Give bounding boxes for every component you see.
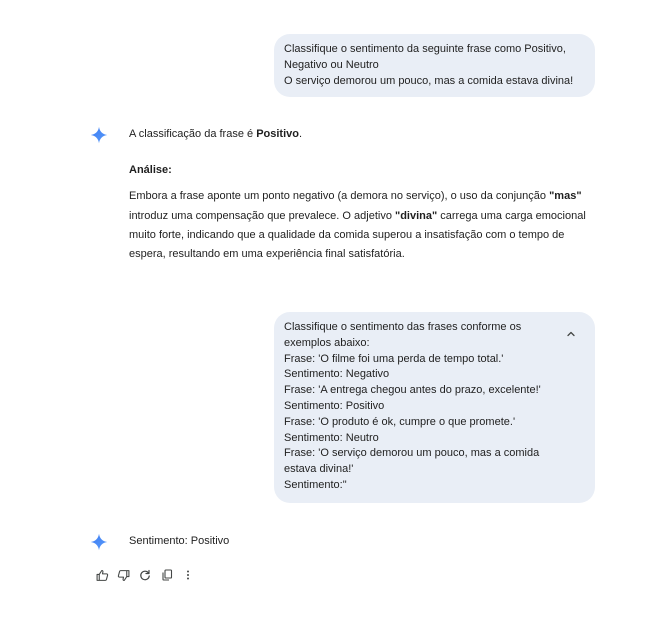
intro-suffix: . [298,128,303,140]
user-message-line: Classifique o sentimento das frases conforme os [284,321,522,333]
thumbs-down-icon [117,569,130,582]
refresh-icon [139,569,151,581]
gemini-spark-icon [90,126,108,144]
analysis-text: carrega uma carga emocional muito forte, indicando que a qualidade da comida superou a insatisfação com o tempo de espera, resultando em uma experiência final satisfatória. [129,209,586,261]
thumbs-up-icon [96,569,109,582]
user-message-line: Frase: 'O produto é ok, cumpre o que promete.' [284,415,516,428]
thumbs-down-button[interactable] [116,567,132,583]
user-message-line: Negativo ou Neutro [284,58,379,71]
user-message-line: Frase: 'O serviço demorou um pouco, mas a comida [284,447,540,460]
user-message-line: Classifique o sentimento da seguinte frase como Positivo, [284,43,566,55]
user-message-line: Sentimento:" [284,478,347,491]
analysis-paragraph [129,187,589,264]
analysis-text: introduz uma compensação que prevalece. O adjetivo [129,209,395,222]
thumbs-up-button[interactable] [94,567,110,583]
regenerate-button[interactable] [137,567,153,583]
analysis-text: Embora a frase aponte um ponto negativo (a demora no serviço), o uso da conjunção [129,190,550,203]
more-options-button[interactable] [180,567,196,583]
model-response [129,532,589,551]
analysis-emphasis: "divina" [395,209,438,222]
user-message-bubble [274,34,595,97]
model-response [129,125,589,264]
classification-result: Positivo [256,128,299,140]
user-message-line: exemplos abaixo: [284,336,370,349]
user-message-bubble [274,312,595,503]
analysis-emphasis: "mas" [549,190,582,203]
user-message-line: estava divina!' [284,463,354,476]
copy-icon [161,569,173,581]
sentiment-result: Sentimento: Positivo [129,535,230,547]
more-vert-icon [182,569,194,581]
user-message-line: Sentimento: Neutro [284,431,379,444]
gemini-spark-icon [90,533,108,551]
collapse-message-button[interactable] [563,326,579,342]
analysis-heading: Análise: [129,164,172,177]
user-message-line: Sentimento: Negativo [284,368,390,381]
intro-text: A classificação da frase é [129,128,257,140]
chevron-up-icon [566,329,576,339]
response-actions-toolbar [94,567,202,583]
user-message-line: Sentimento: Positivo [284,399,385,412]
user-message-line: Frase: 'A entrega chegou antes do prazo, excelente!' [284,384,541,397]
user-message-line: O serviço demorou um pouco, mas a comida estava divina! [284,74,574,87]
classification-statement [129,125,589,144]
copy-button[interactable] [159,567,175,583]
user-message-line: Frase: 'O filme foi uma perda de tempo total.' [284,352,504,365]
